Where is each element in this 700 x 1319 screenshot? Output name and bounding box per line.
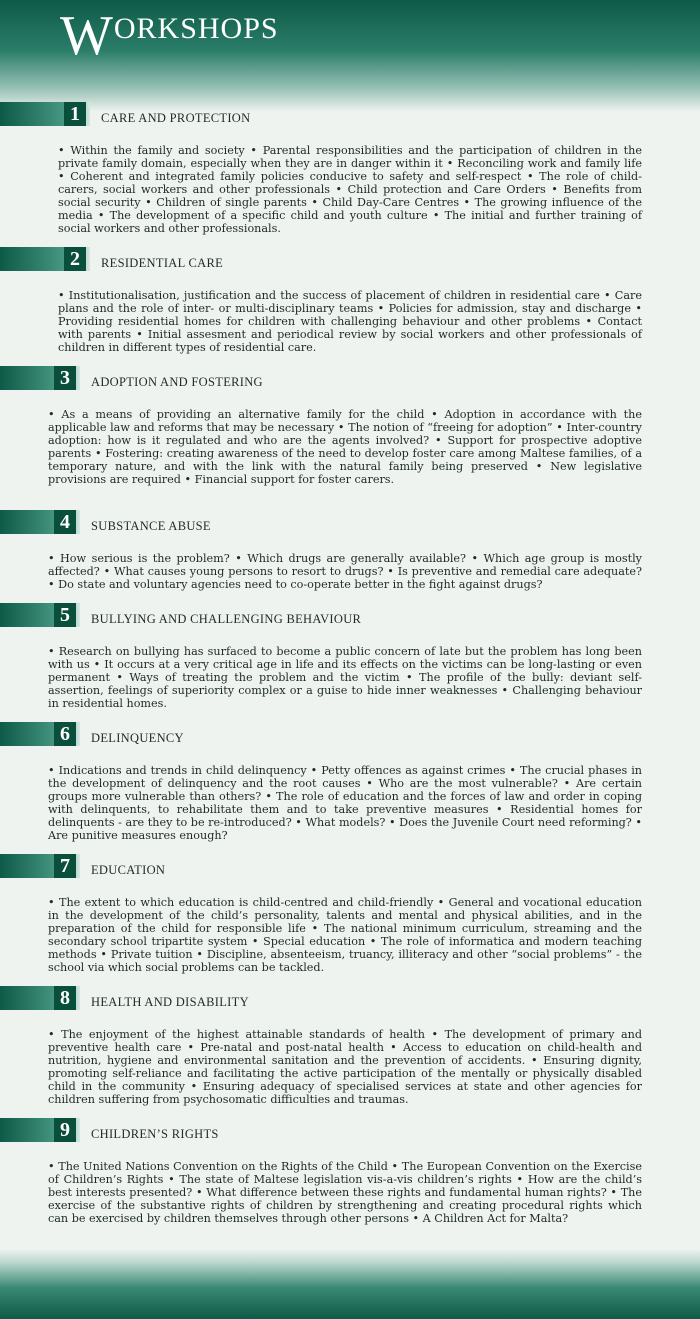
section-number: 7 (54, 854, 76, 878)
section-number-bar (0, 247, 90, 271)
page-title (60, 5, 279, 67)
section-number: 1 (64, 102, 86, 126)
section-title: SUBSTANCE ABUSE (91, 519, 211, 533)
section-body: • The United Nations Convention on the Rights of the Child • The European Convention on the Exercise of Children’s Rights • The state of Maltese legislation vis-a-vis children’s rights • How are the child’s best interests presented? • What difference between these rights and fundamental human rights? • The exercise of the substantive rights of children by strengthening and creating procedural rights which can be exercised by children themselves through other persons • A Children Act for Malta? (48, 1160, 642, 1225)
section-title: DELINQUENCY (91, 731, 184, 745)
section-number: 3 (54, 366, 76, 390)
section-title: CARE AND PROTECTION (101, 111, 251, 125)
page-title-initial: W (60, 5, 114, 67)
section-number-bar (0, 722, 80, 746)
section-number-bar (0, 603, 80, 627)
section-number-bar (0, 102, 90, 126)
section-number: 4 (54, 510, 76, 534)
workshop-section-2 (0, 247, 700, 354)
workshop-section-4 (0, 510, 700, 591)
workshop-section-6 (0, 722, 700, 842)
section-title: EDUCATION (91, 863, 166, 877)
section-number-bar (0, 510, 80, 534)
section-number: 2 (64, 247, 86, 271)
section-body: • The extent to which education is child-centred and child-friendly • General and vocational education in the development of the child’s personality, talents and mental and physical abilities, and in the preparation of the child for responsible life • The national minimum curriculum, streaming and the secondary school tripartite system • Special education • The role of informatica and modern teaching methods • Private tuition • Discipline, absenteeism, truancy, illiteracy and other “social problems” - the school via which social problems can be tackled. (48, 896, 642, 974)
section-body: • How serious is the problem? • Which drugs are generally available? • Which age group is mostly affected? • What causes young persons to resort to drugs? • Is preventive and remedial care adequate? • Do state and voluntary agencies need to co-operate better in the fight against drugs? (48, 552, 642, 591)
section-title: BULLYING AND CHALLENGING BEHAVIOUR (91, 612, 362, 626)
section-body: • The enjoyment of the highest attainable standards of health • The development of primary and preventive health care • Pre-natal and post-natal health • Access to education on child-health and nutrition, hygiene and environmental sanitation and the prevention of accidents. • Ensuring dignity, promoting self-reliance and facilitating the active participation of the mentally or physically disabled child in the community • Ensuring adequacy of specialised services at state and other agencies for children suffering from psychosomatic difficulties and traumas. (48, 1028, 642, 1106)
section-title: ADOPTION AND FOSTERING (91, 375, 263, 389)
workshop-section-9 (0, 1118, 700, 1225)
section-number-bar (0, 854, 80, 878)
page-title-rest: ORKSHOPS (113, 12, 279, 45)
section-title: HEALTH AND DISABILITY (91, 995, 249, 1009)
section-body: • Research on bullying has surfaced to become a public concern of late but the problem has long been with us • It occurs at a very critical age in life and its effects on the victims can be long-lasting or even permanent • Ways of treating the problem and the victim • The profile of the bully: deviant self-assertion, feelings of superiority complex or a guise to hide inner weaknesses • Challenging behaviour in residential homes. (48, 645, 642, 710)
section-number: 9 (54, 1118, 76, 1142)
section-number: 6 (54, 722, 76, 746)
section-title: RESIDENTIAL CARE (101, 256, 224, 270)
workshop-section-5 (0, 603, 700, 710)
section-title: CHILDREN’S RIGHTS (91, 1127, 219, 1141)
section-number: 8 (54, 986, 76, 1010)
section-body: • Within the family and society • Parental responsibilities and the participation of children in the private family domain, especially when they are in danger within it • Reconciling work and family life • Coherent and integrated family policies conducive to safety and self-respect • The role of child-carers, social workers and other professionals • Child protection and Care Orders • Benefits from social security • Children of single parents • Child Day-Care Centres • The growing influence of the media • The development of a specific child and youth culture • The initial and further training of social workers and other professionals. (58, 144, 642, 235)
workshop-section-8 (0, 986, 700, 1106)
section-number: 5 (54, 603, 76, 627)
section-body: • Institutionalisation, justification and the success of placement of children in residential care • Care plans and the role of inter- or multi-disciplinary teams • Policies for admission, stay and discharge • Providing residential homes for children with challenging behaviour and other problems • Contact with parents • Initial assesment and periodical review by social workers and other professionals of children in different types of residential care. (58, 289, 642, 354)
section-number-bar (0, 366, 80, 390)
workshop-section-1 (0, 102, 700, 235)
section-number-bar (0, 1118, 80, 1142)
workshop-section-7 (0, 854, 700, 974)
section-number-bar (0, 986, 80, 1010)
workshop-list (0, 102, 700, 1225)
section-body: • As a means of providing an alternative family for the child • Adoption in accordance with the applicable law and reforms that may be necessary • The notion of “freeing for adoption” • Inter-country adoption: how is it regulated and who are the agents involved? • Support for prospective adoptive parents • Fostering: creating awareness of the need to develop foster care among Maltese families, of a temporary nature, and with the link with the natural family being preserved • New legislative provisions are required • Financial support for foster carers. (48, 408, 642, 486)
section-body: • Indications and trends in child delinquency • Petty offences as against crimes • The crucial phases in the development of delinquency and the root causes • Who are the most vulnerable? • Are certain groups more vulnerable than others? • The role of education and the forces of law and order in coping with delinquents, to rehabilitate them and to take preventive measures • Residential homes for delinquents - are they to be re-introduced? • What models? • Does the Juvenile Court need reforming? • Are punitive measures enough? (48, 764, 642, 842)
footer-background (0, 1249, 700, 1319)
workshop-section-3 (0, 366, 700, 486)
